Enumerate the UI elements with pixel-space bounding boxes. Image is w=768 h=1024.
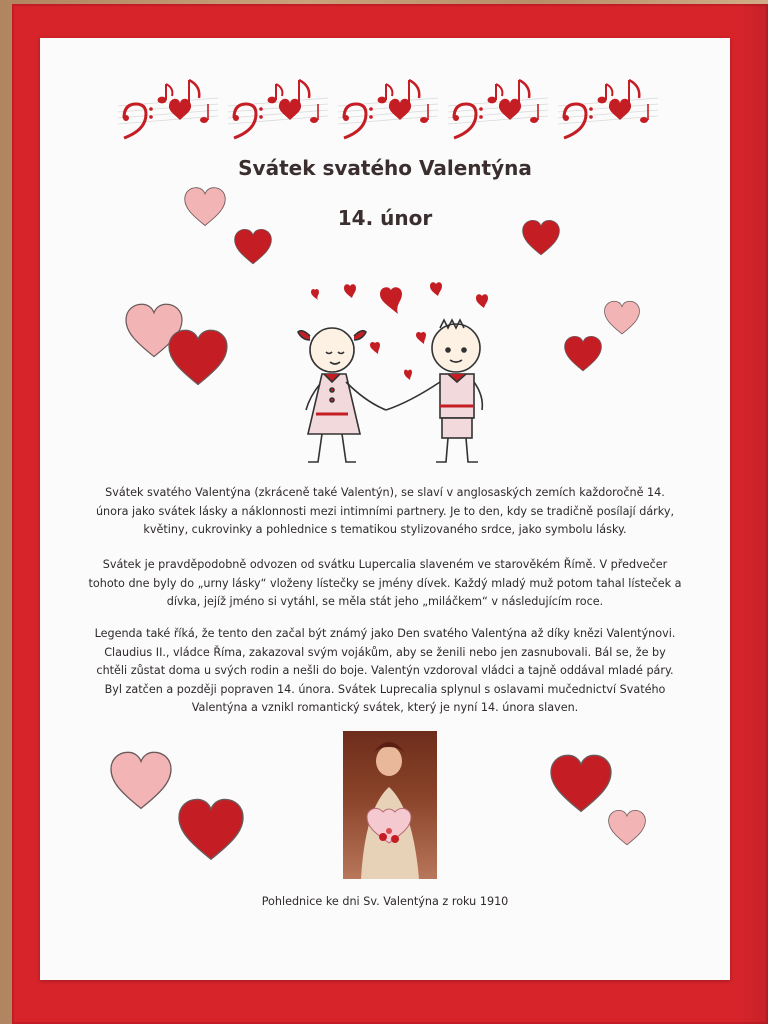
heart-icon [607,808,647,848]
heart-icon [603,300,641,336]
paragraph-lupercalia: Svátek je pravděpodobně odvozen od svátku Lupercalia slaveném ve starověkém Římě. V předvečer tohoto dne byly do „urny lásky“ vloženy lístečky se jmény dívek. Každý mladý muž potom tahal lísteček a dívka, jejíž jméno si vytáhl, se měla stát jeho „miláčkem“ v následujícím roce. [88,558,682,608]
heart-icon [166,329,230,387]
heart-icon [521,219,561,257]
paragraph-intro: Svátek svatého Valentýna (zkráceně také Valentýn), se slaví v anglosaských zemích každoročně 14. února jako svátek lásky a náklonnosti mezi intimními partnery. Je to den, kdy se tradičně posílají dárky, květiny, cukrovinky a pohlednice s tematikou stylizovaného srdce, jako symbolu lásky. [95,486,675,536]
heart-icon [233,228,273,266]
vintage-postcard-image [343,731,437,879]
music-notes-banner [118,74,658,144]
poster-paper [40,38,730,980]
poster-date: 14. únor [337,206,433,230]
woman-with-heart-illustration [343,731,437,879]
poster-title: Svátek svatého Valentýna [238,156,532,180]
heart-icon [563,335,603,373]
cartoon-couple-illustration [280,266,510,466]
heart-icon [108,751,174,811]
paragraph-legend: Legenda také říká, že tento den začal být známý jako Den svatého Valentýna až díky knězi Valentýnovi. Claudius II., vládce Říma, zakazoval svým vojákům, aby se ženili nebo jen zasnubovali. Bál se, že by chtěli zůstat doma u svých rodin a nešli do boje. Valentýn vzdoroval vládci a tajně oddával mladé páry. Byl zatčen a později popraven 14. února. Svátek Luprecalia splynul s oslavami mučednictví Svatého Valentýna a vznikl romantický svátek, který je nyní 14. února slaven. [94,627,676,714]
heart-icon [183,186,227,228]
heart-icon [176,798,246,862]
heart-icon [548,754,614,814]
postcard-caption: Pohlednice ke dni Sv. Valentýna z roku 1910 [261,895,509,908]
